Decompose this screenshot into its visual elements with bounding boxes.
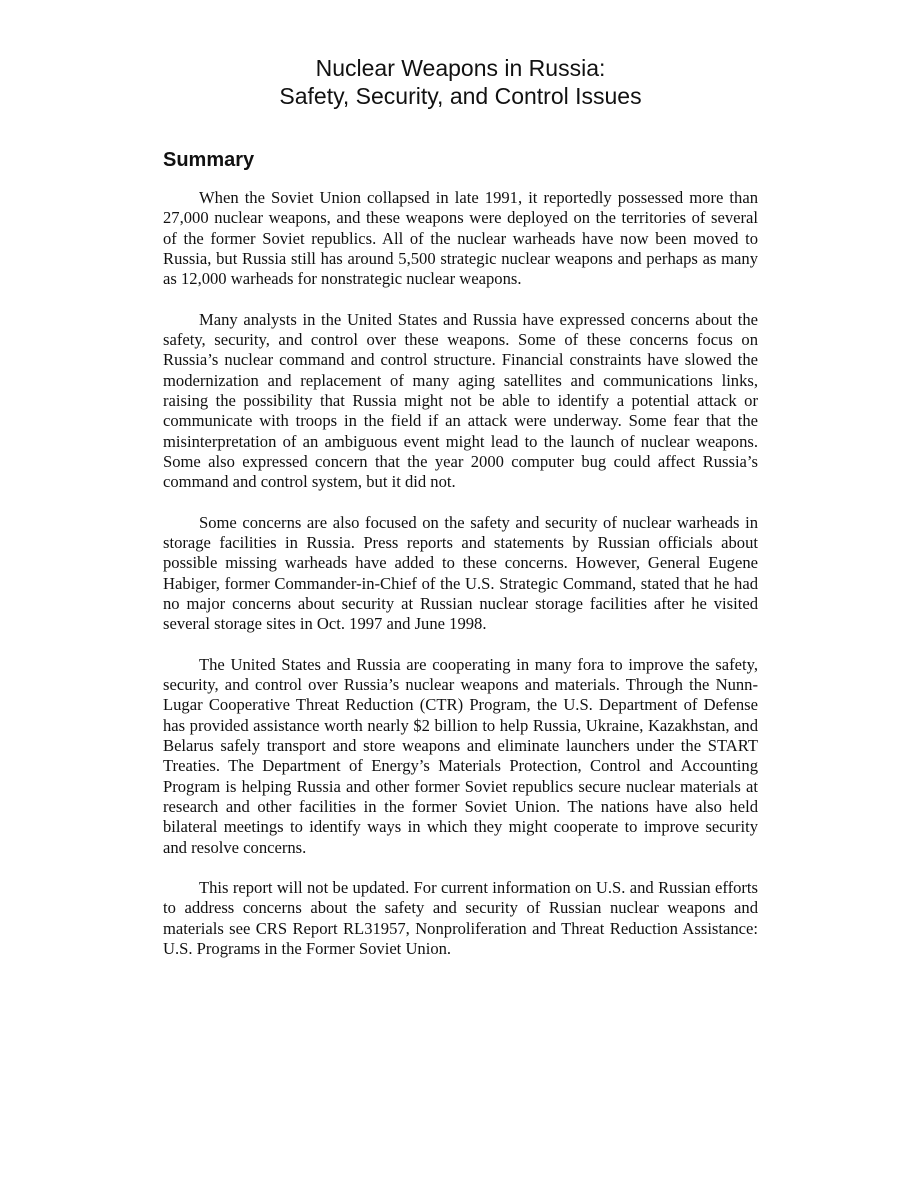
- title-line-2: Safety, Security, and Control Issues: [279, 83, 642, 109]
- section-heading-summary: Summary: [163, 149, 255, 171]
- summary-paragraph-4: The United States and Russia are cooperating in many fora to improve the safety, security, and control over Russia’s nuclear weapons and materials. Through the Nunn-Lugar Cooperative Threat Reduction (CTR) Program, the U.S. Department of Defense has provided assistance worth nearly $2 billion to help Russia, Ukraine, Kazakhstan, and Belarus safely transport and store weapons and eliminate launchers under the START Treaties. The Department of Energy’s Materials Protection, Control and Accounting Program is helping Russia and other former Soviet republics secure nuclear materials at research and other facilities in the former Soviet Union. The nations have also held bilateral meetings to identify ways in which they might cooperate to improve security and resolve concerns.: [163, 654, 758, 857]
- summary-paragraph-3: Some concerns are also focused on the safety and security of nuclear warheads in storage facilities in Russia. Press reports and statements by Russian officials about possible missing warheads have added to these concerns. However, General Eugene Habiger, former Commander-in-Chief of the U.S. Strategic Command, stated that he had no major concerns about security at Russian nuclear storage facilities after he visited several storage sites in Oct. 1997 and June 1998.: [163, 512, 758, 634]
- document-title: [163, 54, 758, 110]
- title-line-1: Nuclear Weapons in Russia:: [315, 55, 606, 81]
- summary-paragraph-5: This report will not be updated. For current information on U.S. and Russian efforts to address concerns about the safety and security of Russian nuclear weapons and materials see CRS Report RL31957, Nonproliferation and Threat Reduction Assistance: U.S. Programs in the Former Soviet Union.: [163, 878, 758, 958]
- document-page: [163, 54, 758, 980]
- summary-paragraph-2: Many analysts in the United States and Russia have expressed concerns about the safety, security, and control over these weapons. Some of these concerns focus on Russia’s nuclear command and control structure. Financial constraints have slowed the modernization and replacement of many aging satellites and communications links, raising the possibility that Russia might not be able to identify a potential attack or communicate with troops in the field if an attack were underway. Some fear that the misinterpretation of an ambiguous event might lead to the launch of nuclear weapons. Some also expressed concern that the year 2000 computer bug could affect Russia’s command and control system, but it did not.: [163, 309, 758, 492]
- summary-paragraph-1: When the Soviet Union collapsed in late 1991, it reportedly possessed more than 27,000 nuclear weapons, and these weapons were deployed on the territories of several of the former Soviet republics. All of the nuclear warheads have now been moved to Russia, but Russia still has around 5,500 strategic nuclear weapons and perhaps as many as 12,000 warheads for nonstrategic nuclear weapons.: [163, 188, 758, 289]
